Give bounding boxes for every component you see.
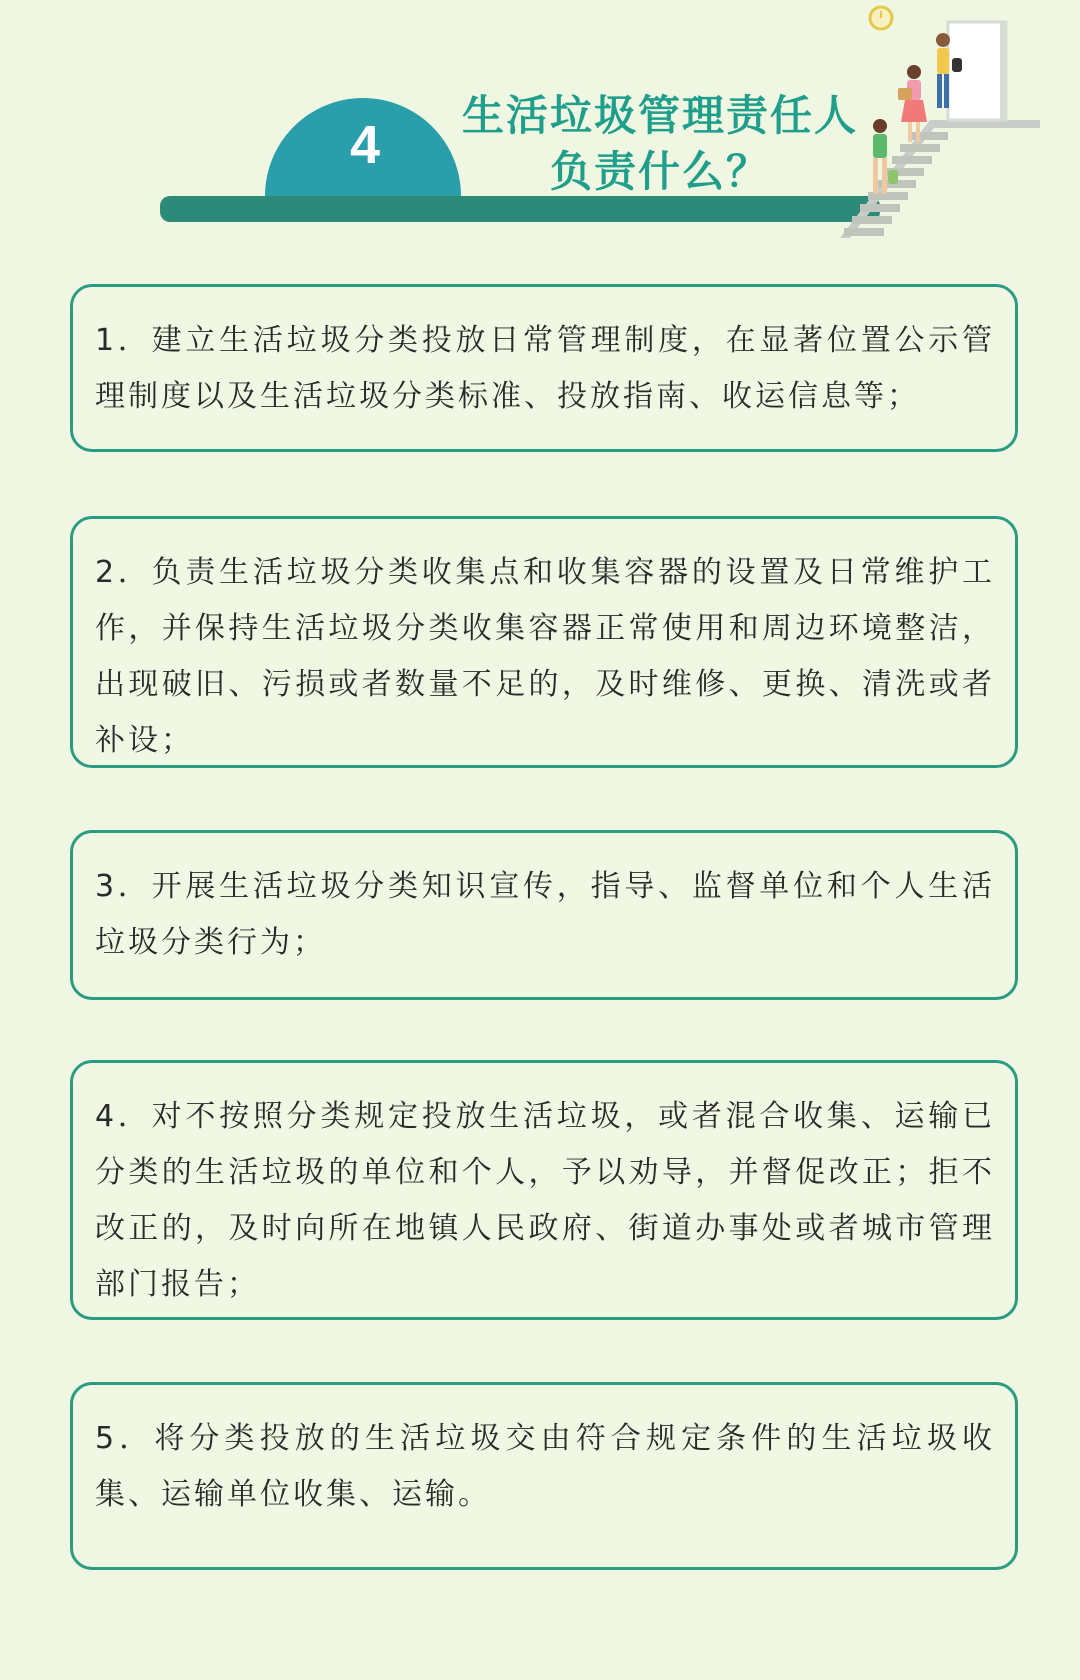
- header-banner: [0, 0, 1080, 250]
- duty-text-3: 3．开展生活垃圾分类知识宣传，指导、监督单位和个人生活垃圾分类行为；: [95, 869, 995, 960]
- duty-text-2: 2．负责生活垃圾分类收集点和收集容器的设置及日常维护工作，并保持生活垃圾分类收集容器正常使用和周边环境整洁，出现破旧、污损或者数量不足的，及时维修、更换、清洗或者补设；: [95, 555, 995, 758]
- section-number: 4: [349, 115, 381, 175]
- duty-card-5: [70, 1382, 1018, 1570]
- duty-card-2: [70, 516, 1018, 768]
- duty-card-3: [70, 830, 1018, 1000]
- duty-text-4: 4．对不按照分类规定投放生活垃圾，或者混合收集、运输已分类的生活垃圾的单位和个人，予以劝导，并督促改正；拒不改正的，及时向所在地镇人民政府、街道办事处或者城市管理部门报告；: [95, 1099, 995, 1302]
- duty-card-1: [70, 284, 1018, 452]
- duty-card-4: [70, 1060, 1018, 1320]
- title-line-2: 负责什么？: [549, 147, 770, 196]
- duty-text-1: 1．建立生活垃圾分类投放日常管理制度，在显著位置公示管理制度以及生活垃圾分类标准、投放指南、收运信息等；: [95, 323, 995, 414]
- duty-text-5: 5．将分类投放的生活垃圾交由符合规定条件的生活垃圾收集、运输单位收集、运输。: [95, 1421, 995, 1512]
- title-line-1: 生活垃圾管理责任人: [461, 91, 858, 140]
- page-title: [440, 88, 880, 200]
